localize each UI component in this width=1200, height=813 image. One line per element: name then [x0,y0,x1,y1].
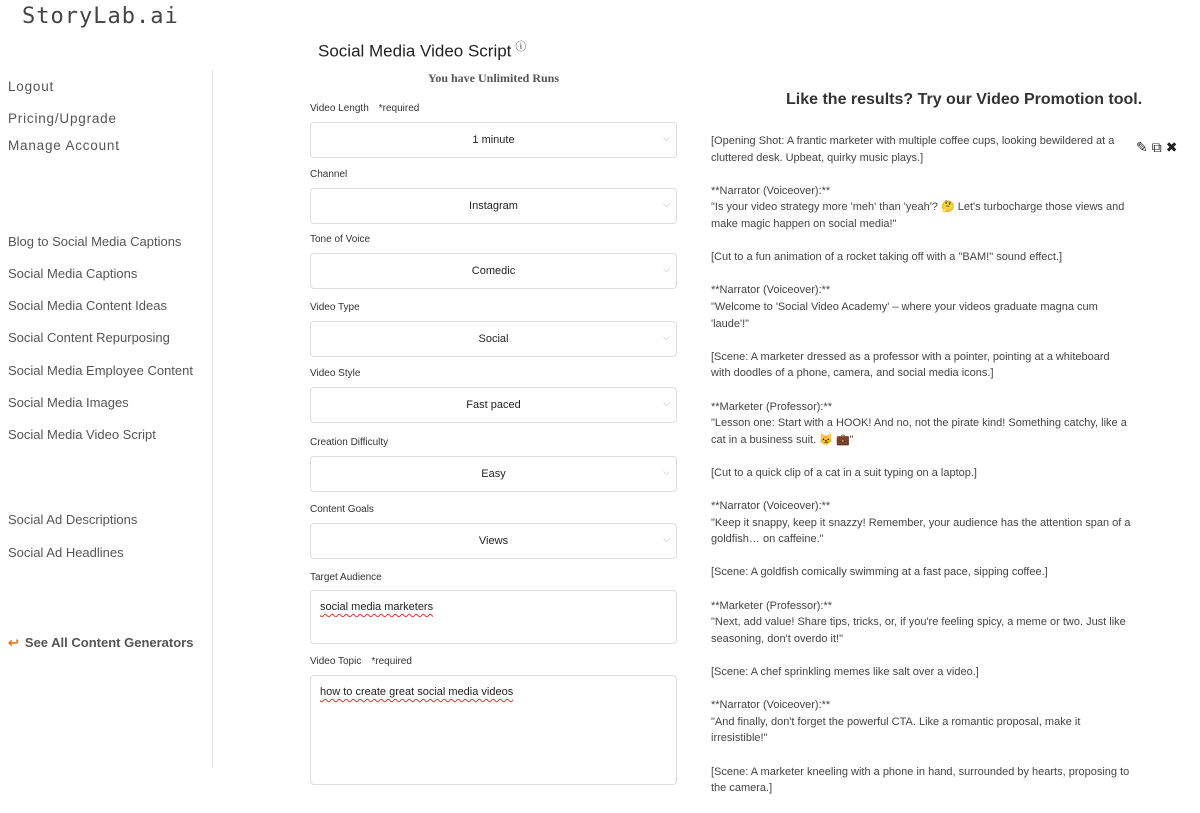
field-label: Video Type [310,302,360,313]
chevron-down-icon: ⌵ [663,534,670,544]
sidebar-logout[interactable]: Logout [8,79,55,94]
video-topic-field [310,656,677,785]
content-goals-select[interactable] [310,523,677,559]
field-label: Video Topic [310,656,362,667]
sidebar-item-ad-headlines[interactable]: Social Ad Headlines [8,545,124,560]
select-value: Views [478,535,509,547]
video-topic-input[interactable]: how to create great social media videos [310,675,677,785]
sidebar-manage-account[interactable]: Manage Account [8,138,120,153]
tone-select[interactable] [310,253,677,289]
page-title: Social Media Video Script ⓘ [318,41,527,61]
close-icon[interactable]: ✖ [1165,139,1178,155]
sidebar-item-images[interactable]: Social Media Images [8,395,129,410]
sidebar-item-content-ideas[interactable]: Social Media Content Ideas [8,298,167,313]
video-type-select[interactable] [310,321,677,357]
target-audience-input[interactable]: social media marketers [310,590,677,644]
video-promotion-link[interactable]: Like the results? Try our Video Promotion tool. [786,91,1143,108]
required-note: *required [378,103,420,114]
script-paragraph: [Cut to a fun animation of a rocket taking off with a "BAM!" sound effect.] [711,251,1063,264]
sidebar-pricing-upgrade[interactable]: Pricing/Upgrade [8,111,117,126]
script-paragraph: [Scene: A chef sprinkling memes like salt over a video.] [711,666,979,678]
field-label: Target Audience [310,572,382,583]
chevron-down-icon: ⌵ [663,264,670,274]
script-paragraph: **Narrator (Voiceover):** "Is your video strategy more 'meh' than 'yeah'? 🤔 Let's turbocharge those views and make magic happen on social media!" [711,184,1125,230]
required-note: *required [371,656,412,667]
script-paragraph: **Narrator (Voiceover):** "And finally, don't forget the powerful CTA. Like a romantic proposal, make it irresistible!" [711,699,1081,745]
field-label: Video Length [310,103,369,114]
channel-select[interactable] [310,188,677,224]
target-audience-field [310,572,677,644]
script-paragraph: **Narrator (Voiceover):** "Welcome to 'Social Video Academy' – where your videos graduate magna cum 'laude'!" [711,284,1098,330]
sidebar-item-social-captions[interactable]: Social Media Captions [8,266,138,281]
video-type-field [310,302,677,357]
chevron-down-icon: ⌵ [663,199,670,209]
field-label: Video Style [310,368,361,379]
tone-field [310,234,677,289]
storylab-logo[interactable]: StoryLab.ai [22,4,179,29]
sidebar-item-video-script[interactable]: Social Media Video Script [8,427,156,442]
script-paragraph: [Cut to a quick clip of a cat in a suit typing on a laptop.] [711,466,977,479]
select-value: Social [478,333,509,345]
script-paragraph: [Scene: A goldfish comically swimming at a fast pace, sipping coffee.] [711,566,1048,579]
chevron-down-icon: ⌵ [663,398,670,408]
select-value: Fast paced [466,399,521,411]
runs-status: You have Unlimited Runs [427,71,560,85]
field-label: Channel [310,169,348,180]
sidebar-item-blog-to-captions[interactable]: Blog to Social Media Captions [8,234,182,249]
difficulty-select[interactable] [310,456,677,492]
result-actions [1136,139,1177,156]
edit-icon[interactable]: ✎ [1136,139,1148,155]
info-icon[interactable]: ⓘ [515,41,527,53]
copy-icon[interactable]: ⧉ [1151,139,1162,155]
select-value: 1 minute [472,134,515,146]
sidebar-divider [212,70,213,768]
channel-field [310,169,677,224]
sidebar-item-ad-descriptions[interactable]: Social Ad Descriptions [8,512,138,527]
sidebar-item-repurposing[interactable]: Social Content Repurposing [8,330,170,345]
select-value: Instagram [469,200,518,212]
chevron-down-icon: ⌵ [663,467,670,477]
chevron-down-icon: ⌵ [663,133,670,143]
video-style-field [310,368,677,423]
select-value: Comedic [471,265,516,277]
video-style-select[interactable] [310,387,677,423]
script-paragraph: **Narrator (Voiceover):** "Keep it snappy, keep it snazzy! Remember, your audience has the attention span of a goldfish… on caffeine." [711,500,1131,546]
select-value: Easy [481,468,506,480]
back-arrow-icon: ↩ [8,635,19,650]
difficulty-field [310,437,677,492]
field-label: Content Goals [310,504,374,515]
script-paragraph: [Scene: A marketer dressed as a professor with a pointer, pointing at a whiteboard with doodles of a phone, camera, and social media icons.] [711,350,1110,380]
script-paragraph: [Opening Shot: A frantic marketer with multiple coffee cups, looking bewildered at a cluttered desk. Upbeat, quirky music plays.] [711,135,1115,164]
video-length-select[interactable] [310,122,677,158]
script-paragraph: [Scene: A marketer kneeling with a phone in hand, surrounded by hearts, proposing to the camera.] [711,765,1130,795]
field-label: Tone of Voice [310,234,371,245]
content-goals-field [310,504,677,559]
generated-script[interactable] [711,133,1131,813]
script-paragraph: **Marketer (Professor):** "Lesson one: Start with a HOOK! And no, not the pirate kind! Something catchy, like a cat in a business suit. 😼 💼" [711,400,1127,446]
field-label: Creation Difficulty [310,437,389,448]
video-length-field [310,103,677,158]
script-paragraph: **Marketer (Professor):** "Next, add value! Share tips, tricks, or, if you're feeling spicy, a meme or two. Just like seasoning, don't overdo it!" [711,599,1126,645]
chevron-down-icon: ⌵ [663,332,670,342]
sidebar-item-employee-content[interactable]: Social Media Employee Content [8,363,193,378]
see-all-generators-link[interactable]: ↩ See All Content Generators [8,635,194,650]
